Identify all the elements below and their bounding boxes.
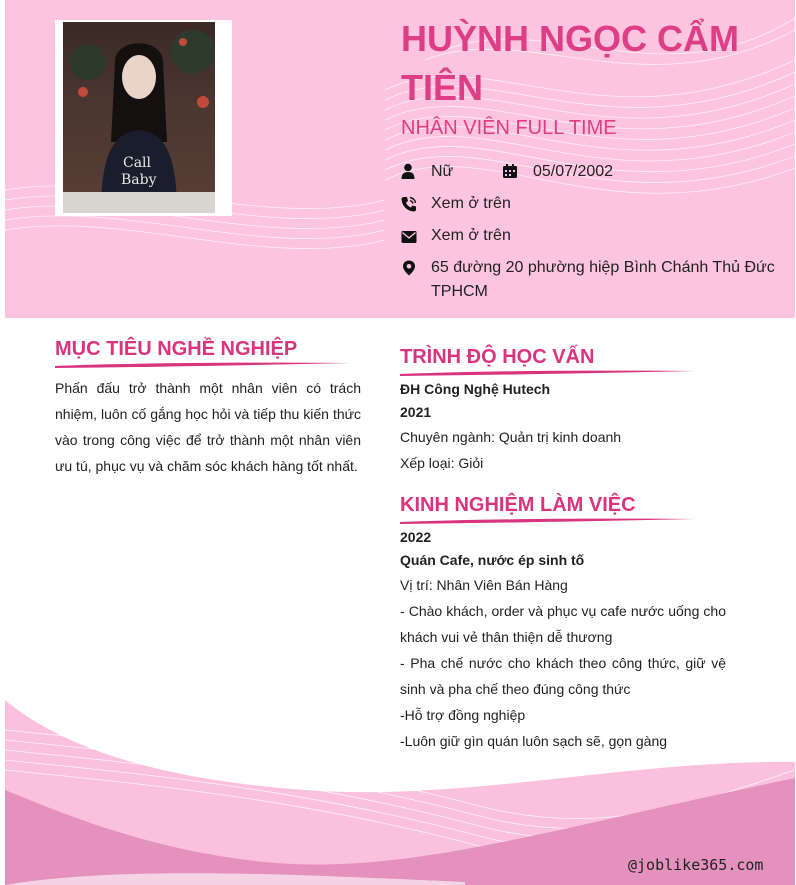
user-icon — [401, 163, 417, 179]
email-text: Xem ở trên — [431, 227, 511, 244]
education-major: Chuyên ngành: Quản trị kinh doanh — [400, 429, 622, 445]
info-address — [401, 256, 781, 304]
info-gender-birthdate — [401, 160, 781, 184]
info-phone — [401, 192, 781, 216]
map-pin-icon — [401, 260, 417, 276]
info-email — [401, 224, 781, 248]
experience-title-underline — [400, 516, 700, 526]
calendar-icon — [502, 163, 518, 179]
svg-text:Call: Call — [123, 155, 152, 171]
phone-text: Xem ở trên — [431, 195, 511, 212]
objective-title-underline — [55, 360, 355, 370]
objective-section-title: MỤC TIÊU NGHỀ NGHIỆP — [55, 338, 298, 360]
svg-text:Baby: Baby — [121, 172, 157, 188]
envelope-icon — [401, 229, 417, 245]
gender-text: Nữ — [431, 163, 454, 180]
experience-duty: - Chào khách, order và phục vụ cafe nước uống cho khách vui vẻ thân thiện dễ thương — [400, 603, 726, 645]
experience-duty: -Luôn giữ gìn quán luôn sạch sẽ, gọn gàng — [400, 733, 668, 749]
experience-section-title: KINH NGHIỆM LÀM VIỆC — [400, 494, 636, 516]
education-section-title: TRÌNH ĐỘ HỌC VẤN — [400, 346, 595, 368]
education-school: ĐH Công Nghệ Hutech — [400, 381, 551, 397]
experience-position: Vị trí: Nhân Viên Bán Hàng — [400, 577, 568, 593]
experience-year: 2022 — [400, 529, 432, 545]
objective-text: Phấn đấu trở thành một nhân viên có trách nhiệm, luôn cố gắng học hỏi và tiếp thu kiến thức vào trong công việc để trở thành một nhân viên ưu tú, phục vụ và chăm sóc khách hàng tốt nhất. — [55, 380, 361, 474]
education-rank: Xếp loại: Giỏi — [400, 455, 484, 471]
birthdate-text: 05/07/2002 — [533, 163, 614, 180]
profile-photo — [63, 22, 215, 213]
job-title: NHÂN VIÊN FULL TIME — [401, 117, 617, 139]
experience-duty: -Hỗ trợ đồng nghiệp — [400, 707, 526, 723]
experience-company: Quán Cafe, nước ép sinh tố — [400, 552, 585, 568]
education-title-underline — [400, 368, 700, 378]
watermark: @joblike365.com — [628, 856, 764, 874]
experience-duty: - Pha chế nước cho khách theo công thức, giữ vệ sinh và pha chế theo đúng công thức — [400, 655, 726, 697]
phone-icon — [401, 196, 417, 212]
education-year: 2021 — [400, 404, 432, 420]
profile-photo-frame — [55, 20, 232, 216]
candidate-name: HUỲNH NGỌC CẨM TIÊN — [401, 18, 739, 108]
address-text: 65 đường 20 phường hiệp Bình Chánh Thủ Đức TPHCM — [431, 259, 775, 300]
